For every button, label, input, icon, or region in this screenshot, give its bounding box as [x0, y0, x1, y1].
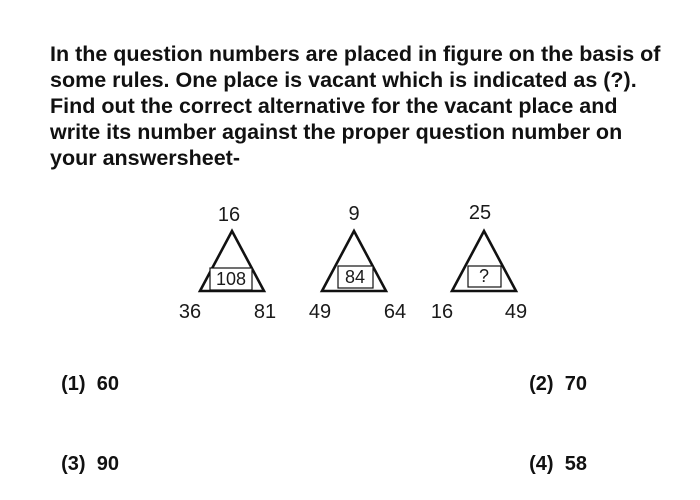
- option-2[interactable]: [518, 350, 587, 396]
- triangle-2-right: 64: [383, 301, 407, 323]
- option-3-value: 90: [96, 453, 119, 475]
- option-3[interactable]: [50, 430, 119, 476]
- triangle-3-left: 16: [430, 301, 454, 323]
- question-text: In the question numbers are placed in figure on the basis of some rules. One place is vacant which is indicated as (?). Find out the correct alternative for the vacant place and write its number against the proper question number on your answersheet-: [50, 42, 661, 170]
- option-4[interactable]: [518, 430, 587, 476]
- triangle-3-top: 25: [468, 202, 492, 224]
- triangle-2-top: 9: [348, 203, 360, 225]
- triangle-2-left: 49: [308, 301, 332, 323]
- triangle-3-center: ?: [478, 266, 490, 286]
- triangle-1-top: 16: [217, 204, 241, 226]
- triangle-1-center: 108: [215, 269, 247, 289]
- triangle-1: [179, 204, 276, 323]
- triangle-3: [431, 202, 527, 323]
- option-4-label: (4): [529, 453, 554, 475]
- option-2-value: 70: [564, 373, 587, 395]
- triangle-3-right: 49: [504, 301, 528, 323]
- option-1[interactable]: [50, 350, 119, 396]
- triangle-2-center: 84: [344, 267, 366, 287]
- option-2-label: (2): [529, 373, 554, 395]
- triangle-2: [309, 203, 406, 323]
- option-1-label: (1): [61, 373, 86, 395]
- option-3-label: (3): [61, 453, 86, 475]
- option-1-value: 60: [96, 373, 119, 395]
- triangle-1-right: 81: [253, 301, 277, 323]
- option-4-value: 58: [564, 453, 587, 475]
- triangle-1-left: 36: [178, 301, 202, 323]
